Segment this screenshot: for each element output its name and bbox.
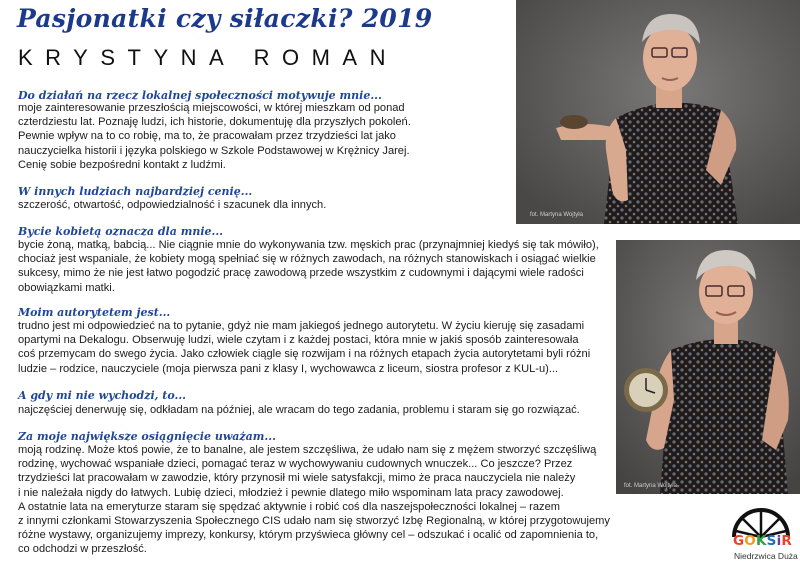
- answer-line: różne wystawy, organizujemy imprezy, konkursy, którym przyświeca główny cel – odszukać i ocalić od zapomnienia to,: [18, 529, 599, 542]
- answer-line: obowiązkami matki.: [18, 281, 115, 294]
- answer-line: Pewnie wpływ na to co robię, ma to, że pracowałam przez trzydzieści lat jako: [18, 130, 396, 143]
- answer-line: szczerość, otwartość, odpowiedzialność i szacunek dla innych.: [18, 199, 327, 211]
- question-failure: A gdy mi nie wychodzi, to...: [18, 389, 187, 402]
- logo-letter: K: [755, 533, 767, 549]
- logo-letter: i: [776, 533, 782, 549]
- portrait-holding-clock-icon: [616, 240, 800, 494]
- answer-line: opartymi na Dekalogu. Obserwuję ludzi, wiele czytam i z każdej postaci, która mnie w jakiś sposób zainteresowała: [18, 334, 579, 347]
- question-motivation: Do działań na rzecz lokalnej społeczności motywuje mnie...: [18, 89, 382, 102]
- answer-line: najczęściej denerwuję się, odkładam na później, ale wracam do tego zadania, problemu i staram się go rozwiązać.: [18, 404, 580, 416]
- answer-line: Cenię sobie bezpośredni kontakt z ludźmi.: [18, 158, 226, 171]
- answer-authority: [18, 319, 590, 376]
- answer-line: moje zainteresowanie przeszłością miejscowości, w której mieszkam od ponad: [18, 102, 405, 114]
- answer-line: moją rodzinę. Może ktoś powie, że to banalne, ale jestem szczęśliwa, że udało nam się z mężem stworzyć szczęśliwą: [18, 444, 597, 456]
- answer-line: i nie należała nigdy do łatwych. Lubię dzieci, młodzież i pewnie dlatego miło wspominam lata pracy zawodowej.: [18, 486, 564, 499]
- answer-line: chociaż jest wspaniale, że kobiety mogą spełniać się w różnych zawodach, na różnych stanowiskach i osiągać wielkie: [18, 253, 596, 266]
- page-title: Pasjonatki czy siłaczki? 2019: [17, 4, 433, 33]
- answer-line: trzydzieści lat pracowałam w zawodzie, który przynosił mi wiele satysfakcji, mimo że praca nauczyciela nie należy: [18, 472, 576, 485]
- answer-line: sukcesy, mimo że nie jest łatwo pogodzić pracę zawodową przede wszystkim z cudownymi i dającymi wiele radości: [18, 267, 584, 280]
- question-authority: Moim autorytetem jest...: [18, 306, 171, 319]
- question-womanhood: Bycie kobietą oznacza dla mnie...: [18, 225, 223, 238]
- logo-subtitle: Niedrzwica Duża: [734, 551, 798, 561]
- answer-line: czterdziestu lat. Poznaję ludzi, ich historie, dokumentuję dla przyszłych pokoleń.: [18, 116, 411, 129]
- logo-letter: G: [733, 533, 745, 549]
- logo-letter: S: [766, 533, 777, 549]
- answer-line: ludzie – rodzice, nauczyciele (moja pierwsza pani z klasy I, wychowawca z liceum, siostra profesor z KUL-u)...: [18, 362, 559, 375]
- answer-failure: [18, 403, 580, 417]
- answer-line: coś przemycam do swego życia. Jako człowiek ciągle się rozwijam i na różnych etapach życia autorytetami byli różni: [18, 348, 591, 361]
- portrait-photo-2: [616, 240, 800, 494]
- logo-letter: O: [744, 533, 756, 549]
- question-values: W innych ludziach najbardziej cenię...: [18, 185, 253, 198]
- photo-credit: fot. Martyna Wojtyła: [624, 483, 677, 489]
- answer-line: nauczycielka historii i języka polskiego w Szkole Podstawowej w Krężnicy Jarej.: [18, 144, 410, 157]
- portrait-holding-object-icon: [516, 0, 800, 224]
- person-name: KRYSTYNA ROMAN: [18, 45, 398, 70]
- answer-values: [18, 198, 326, 212]
- answer-line: z innymi członkami Stowarzyszenia Społecznego CIS udało nam się stworzyć Izbę Regionalną, w której przygotowujemy: [18, 515, 610, 528]
- question-achievement: Za moje największe osiągnięcie uważam...: [18, 430, 276, 443]
- photo-credit: fot. Martyna Wojtyła: [530, 212, 583, 218]
- answer-achievement: [18, 443, 610, 557]
- answer-line: rodzinę, wychować wspaniałe dzieci, pomagać teraz w wychowywaniu cudownych wnuczek... Co jeszcze? Przez: [18, 458, 573, 471]
- answer-motivation: [18, 101, 411, 172]
- answer-line: bycie żoną, matką, babcią... Nie ciągnie mnie do wykonywania tzw. męskich prac (przynajmniej kiedyś się tak mówiło),: [18, 239, 599, 251]
- answer-womanhood: [18, 238, 599, 295]
- logo-letter: R: [781, 533, 793, 549]
- logo-name: [733, 533, 792, 549]
- answer-line: co odchodzi w przeszłość.: [18, 543, 147, 556]
- answer-line: trudno jest mi odpowiedzieć na to pytanie, gdyż nie mam jakiegoś jednego autorytetu. W życiu kieruję się zasadami: [18, 320, 585, 332]
- portrait-photo-1: [516, 0, 800, 224]
- answer-line: A ostatnie lata na emeryturze staram się spędzać aktywnie i robić coś dla naszejspołeczności lokalnej – razem: [18, 500, 561, 513]
